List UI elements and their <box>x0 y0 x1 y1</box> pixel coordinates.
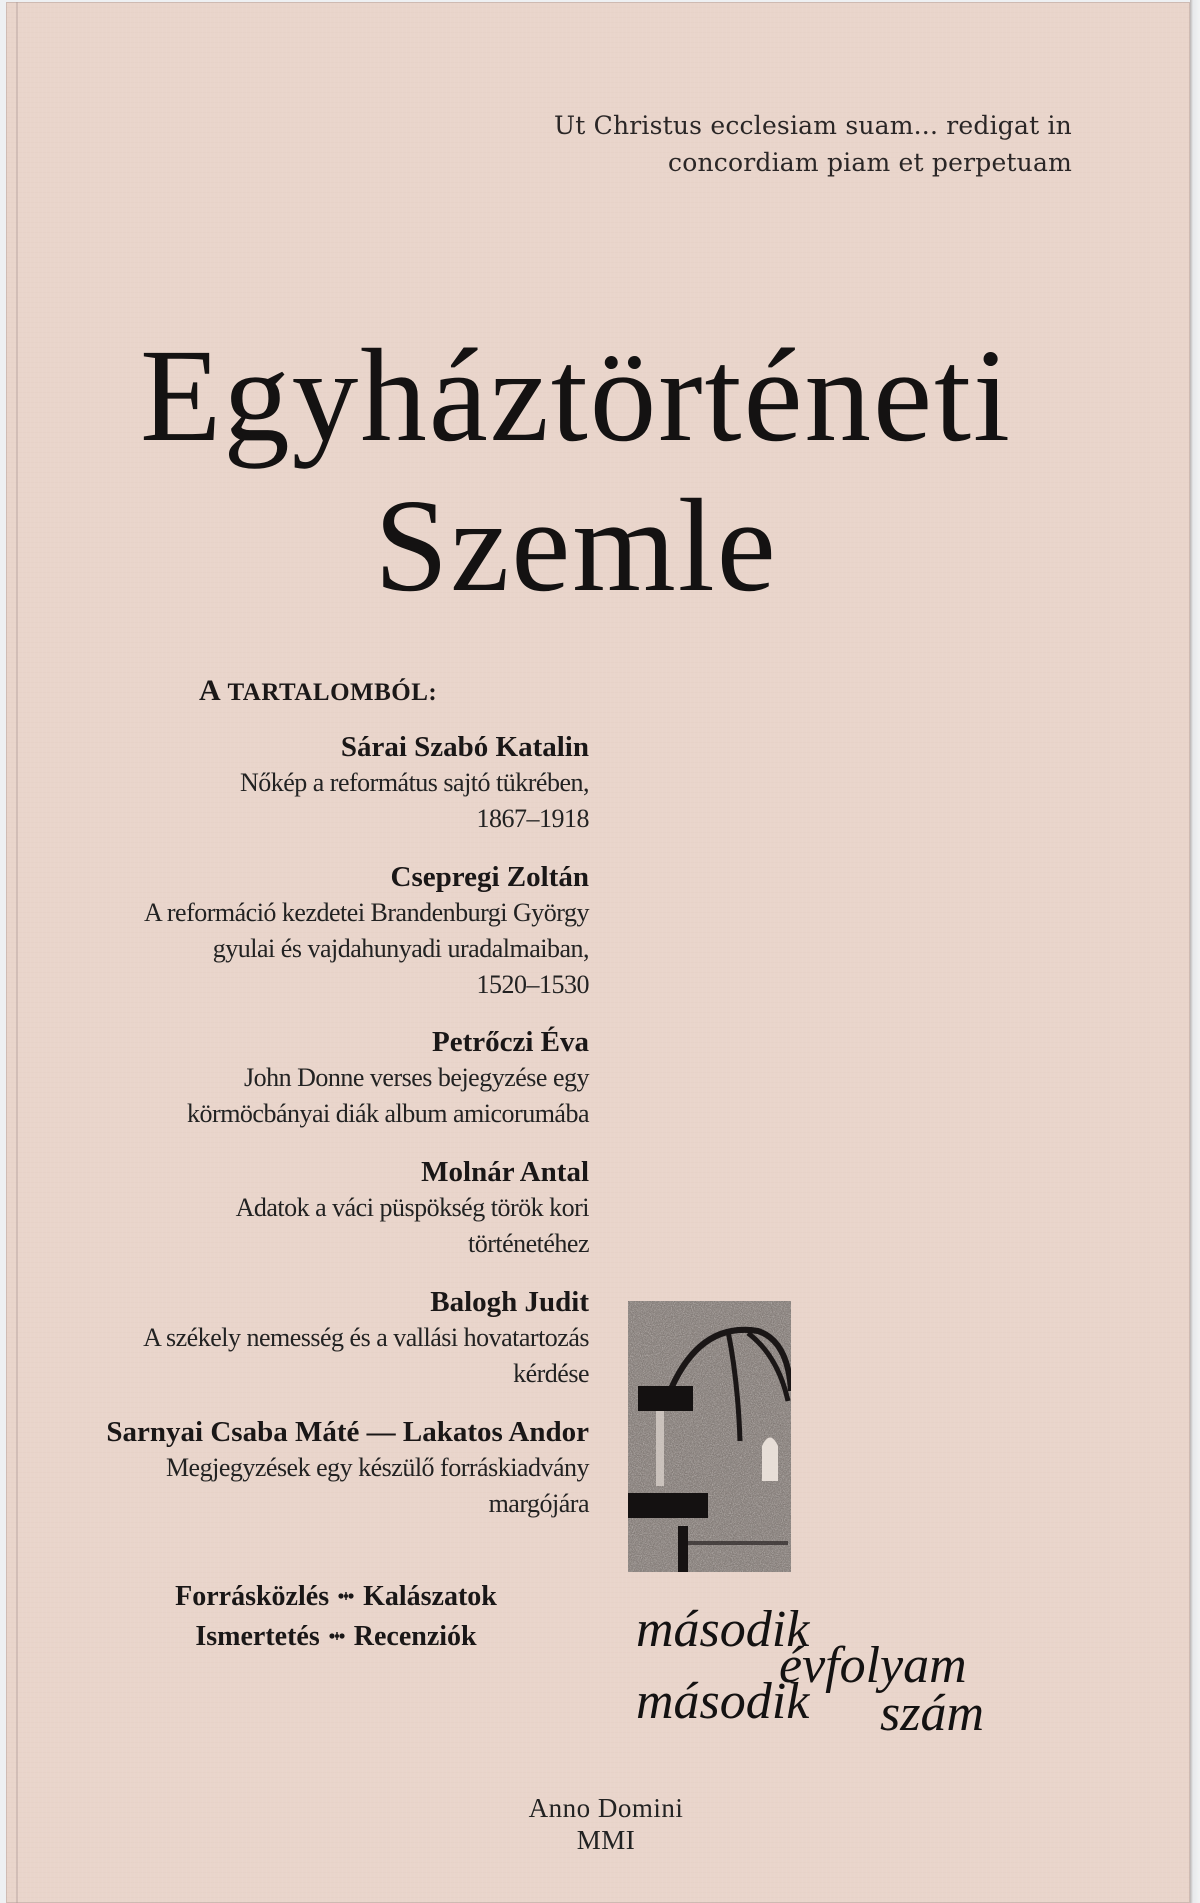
entry-title-line: gyulai és vajdahunyadi uradalmaiban, <box>212 934 589 963</box>
roman-year: MMI <box>576 1825 636 1855</box>
entry-author: Petrőczi Éva <box>431 1026 589 1058</box>
cover-fold-line <box>16 2 18 1903</box>
entry-author: Molnár Antal <box>421 1156 589 1188</box>
entry-title-line: 1867–1918 <box>476 804 589 833</box>
section-label: Forrásközlés <box>175 1581 330 1612</box>
entry-author: Sarnyai Csaba Máté — Lakatos Andor <box>106 1416 589 1448</box>
fleuron-icon <box>328 1631 346 1641</box>
issue-word: szám <box>880 1685 985 1742</box>
motto-line-1: Ut Christus ecclesiam suam... redigat in <box>553 111 1072 140</box>
entry-title-line: A reformáció kezdetei Brandenburgi György <box>144 898 589 927</box>
contents-entry <box>29 1024 589 1132</box>
entry-author: Sárai Szabó Katalin <box>340 731 589 763</box>
sections-row-2 <box>126 1617 546 1657</box>
regular-sections <box>126 1577 546 1657</box>
entry-title-line: A székely nemesség és a vallási hovatartozás <box>143 1323 589 1352</box>
entry-title-line: 1520–1530 <box>476 970 589 999</box>
entry-title-line: Nőkép a református sajtó tükrében, <box>239 768 589 797</box>
contents-heading-initial: A <box>199 674 222 707</box>
entry-author: Balogh Judit <box>430 1286 589 1318</box>
volume-ordinal: második <box>636 1601 810 1658</box>
page-edge <box>1190 0 1200 1903</box>
entry-title-line: margójára <box>488 1489 589 1518</box>
church-interior-photo <box>628 1301 791 1572</box>
volume-issue-label <box>634 1600 1054 1740</box>
section-label: Kalászatok <box>363 1581 497 1612</box>
contents-heading-rest: TARTALOMBÓL: <box>227 679 438 706</box>
anno-domini: Anno Domini <box>528 1793 684 1823</box>
volume-word: évfolyam <box>779 1637 967 1694</box>
contents-entry <box>29 859 589 1003</box>
entry-title-line: történetéhez <box>467 1229 589 1258</box>
entry-title-line: Megjegyzések egy készülő forráskiadvány <box>165 1453 589 1482</box>
title-line-1: Egyháztörténeti <box>140 321 1012 469</box>
section-label: Ismertetés <box>195 1621 320 1652</box>
latin-motto <box>554 107 1072 181</box>
motto-line-2: concordiam piam et perpetuam <box>668 148 1072 177</box>
sections-row-1 <box>126 1577 546 1617</box>
publication-year <box>476 1792 736 1856</box>
issue-ordinal: második <box>636 1673 810 1730</box>
journal-cover <box>6 2 1190 1903</box>
contents-entry <box>29 1414 589 1522</box>
entry-title-line: kérdése <box>513 1359 589 1388</box>
contents-entry <box>29 1154 589 1262</box>
fleuron-icon <box>337 1591 355 1601</box>
section-label: Recenziók <box>353 1621 477 1652</box>
church-vault-image <box>628 1301 791 1572</box>
entry-title-line: John Donne verses bejegyzése egy <box>244 1063 589 1092</box>
contents-entry <box>29 1284 589 1392</box>
title-line-2: Szemle <box>374 471 778 619</box>
entry-title-line: Adatok a váci püspökség török kori <box>235 1193 589 1222</box>
journal-title <box>6 320 1146 620</box>
entry-title-line: körmöcbányai diák album amicorumába <box>187 1099 589 1128</box>
entry-author: Csepregi Zoltán <box>390 861 589 893</box>
contents-entry <box>29 729 589 837</box>
contents-heading <box>199 674 437 708</box>
